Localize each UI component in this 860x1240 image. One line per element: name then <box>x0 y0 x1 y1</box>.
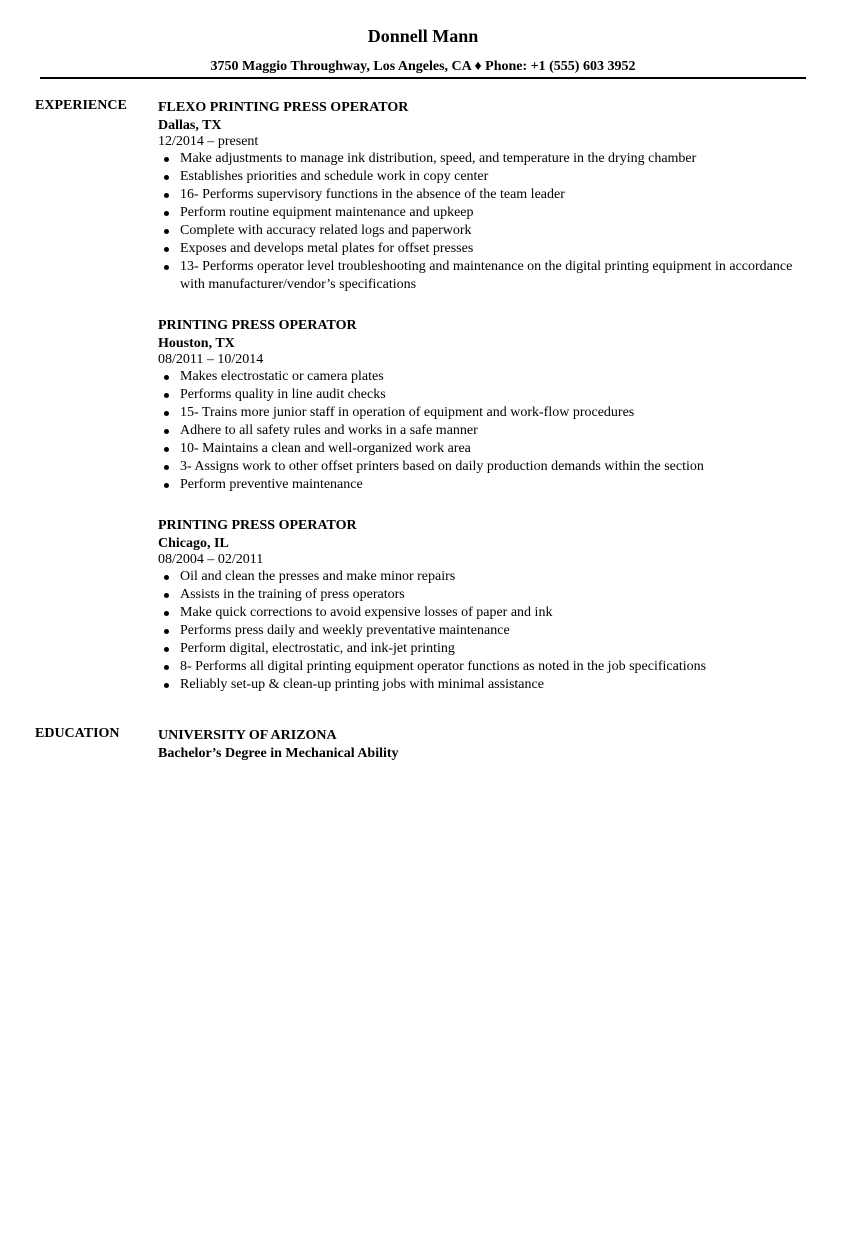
list-item <box>158 568 798 586</box>
list-item-text: Establishes priorities and schedule work in copy center <box>180 169 489 184</box>
list-item <box>158 150 798 168</box>
job-entry <box>158 98 798 294</box>
list-item <box>158 258 798 294</box>
list-item-text: Performs press daily and weekly preventative maintenance <box>180 623 510 638</box>
list-item <box>158 186 798 204</box>
job-location: Houston, TX <box>158 336 235 351</box>
list-item-text: Make quick corrections to avoid expensive losses of paper and ink <box>180 605 553 620</box>
candidate-name: Donnell Mann <box>367 26 479 46</box>
list-item-text: Exposes and develops metal plates for offset presses <box>180 241 474 256</box>
job-dates: 12/2014 – present <box>158 134 259 149</box>
list-item <box>158 476 798 494</box>
degree-name: Bachelor’s Degree in Mechanical Ability <box>158 746 399 761</box>
bullet-icon <box>164 265 169 270</box>
job-location: Chicago, IL <box>158 536 229 551</box>
education-body <box>158 726 798 763</box>
bullet-icon <box>164 629 169 634</box>
list-item <box>158 204 798 222</box>
list-item-text: 16- Performs supervisory functions in the absence of the team leader <box>180 187 565 202</box>
bullet-icon <box>164 229 169 234</box>
job-dates: 08/2004 – 02/2011 <box>158 552 264 567</box>
bullet-icon <box>164 247 169 252</box>
list-item-text: Adhere to all safety rules and works in a safe manner <box>180 423 478 438</box>
job-location: Dallas, TX <box>158 118 222 133</box>
bullet-icon <box>164 611 169 616</box>
job-responsibilities <box>158 150 798 294</box>
list-item <box>158 386 798 404</box>
bullet-icon <box>164 665 169 670</box>
list-item <box>158 168 798 186</box>
job-entry <box>158 316 798 494</box>
list-item-text: 3- Assigns work to other offset printers based on daily production demands within the section <box>180 459 704 474</box>
header-divider <box>40 77 806 79</box>
job-title: PRINTING PRESS OPERATOR <box>158 318 357 333</box>
bullet-icon <box>164 193 169 198</box>
list-item-text: 10- Maintains a clean and well-organized work area <box>180 441 471 456</box>
job-responsibilities <box>158 568 798 694</box>
list-item <box>158 368 798 386</box>
bullet-icon <box>164 211 169 216</box>
list-item <box>158 404 798 422</box>
list-item <box>158 622 798 640</box>
list-item-text: Make adjustments to manage ink distribution, speed, and temperature in the drying chamber <box>180 151 697 166</box>
list-item-text: Perform preventive maintenance <box>180 477 363 492</box>
bullet-icon <box>164 483 169 488</box>
list-item <box>158 586 798 604</box>
contact-line: 3750 Maggio Throughway, Los Angeles, CA ♦ Phone: +1 (555) 603 3952 <box>210 59 636 74</box>
section-label-education: EDUCATION <box>35 726 120 741</box>
job-responsibilities <box>158 368 798 494</box>
bullet-icon <box>164 411 169 416</box>
list-item-text: Oil and clean the presses and make minor repairs <box>180 569 456 584</box>
list-item <box>158 458 798 476</box>
list-item-text: 8- Performs all digital printing equipment operator functions as noted in the job specifications <box>180 659 707 674</box>
list-item <box>158 640 798 658</box>
list-item-text: Makes electrostatic or camera plates <box>180 369 384 384</box>
bullet-icon <box>164 575 169 580</box>
section-label-experience: EXPERIENCE <box>35 98 127 113</box>
job-title: PRINTING PRESS OPERATOR <box>158 518 357 533</box>
list-item-text: Perform routine equipment maintenance and upkeep <box>180 205 474 220</box>
job-dates: 08/2011 – 10/2014 <box>158 352 264 367</box>
list-item-text: Performs quality in line audit checks <box>180 387 386 402</box>
bullet-icon <box>164 393 169 398</box>
bullet-icon <box>164 375 169 380</box>
experience-jobs <box>158 98 798 716</box>
list-item-text: Reliably set-up & clean-up printing jobs with minimal assistance <box>180 677 544 692</box>
list-item <box>158 240 798 258</box>
bullet-icon <box>164 429 169 434</box>
bullet-icon <box>164 175 169 180</box>
list-item <box>158 676 798 694</box>
list-item <box>158 658 798 676</box>
list-item-text: 15- Trains more junior staff in operation of equipment and work-flow procedures <box>180 405 635 420</box>
bullet-icon <box>164 465 169 470</box>
bullet-icon <box>164 593 169 598</box>
list-item-text: Complete with accuracy related logs and paperwork <box>180 223 472 238</box>
school-name: UNIVERSITY OF ARIZONA <box>158 728 337 743</box>
bullet-icon <box>164 647 169 652</box>
list-item <box>158 222 798 240</box>
job-title: FLEXO PRINTING PRESS OPERATOR <box>158 100 409 115</box>
list-item-text: Perform digital, electrostatic, and ink-jet printing <box>180 641 455 656</box>
list-item <box>158 440 798 458</box>
job-entry <box>158 516 798 694</box>
list-item-text: 13- Performs operator level troubleshooting and maintenance on the digital printing equipment in accordance with manufacturer/vendor’s specifications <box>180 259 793 292</box>
list-item-text: Assists in the training of press operators <box>180 587 405 602</box>
bullet-icon <box>164 683 169 688</box>
list-item <box>158 422 798 440</box>
list-item <box>158 604 798 622</box>
bullet-icon <box>164 447 169 452</box>
bullet-icon <box>164 157 169 162</box>
